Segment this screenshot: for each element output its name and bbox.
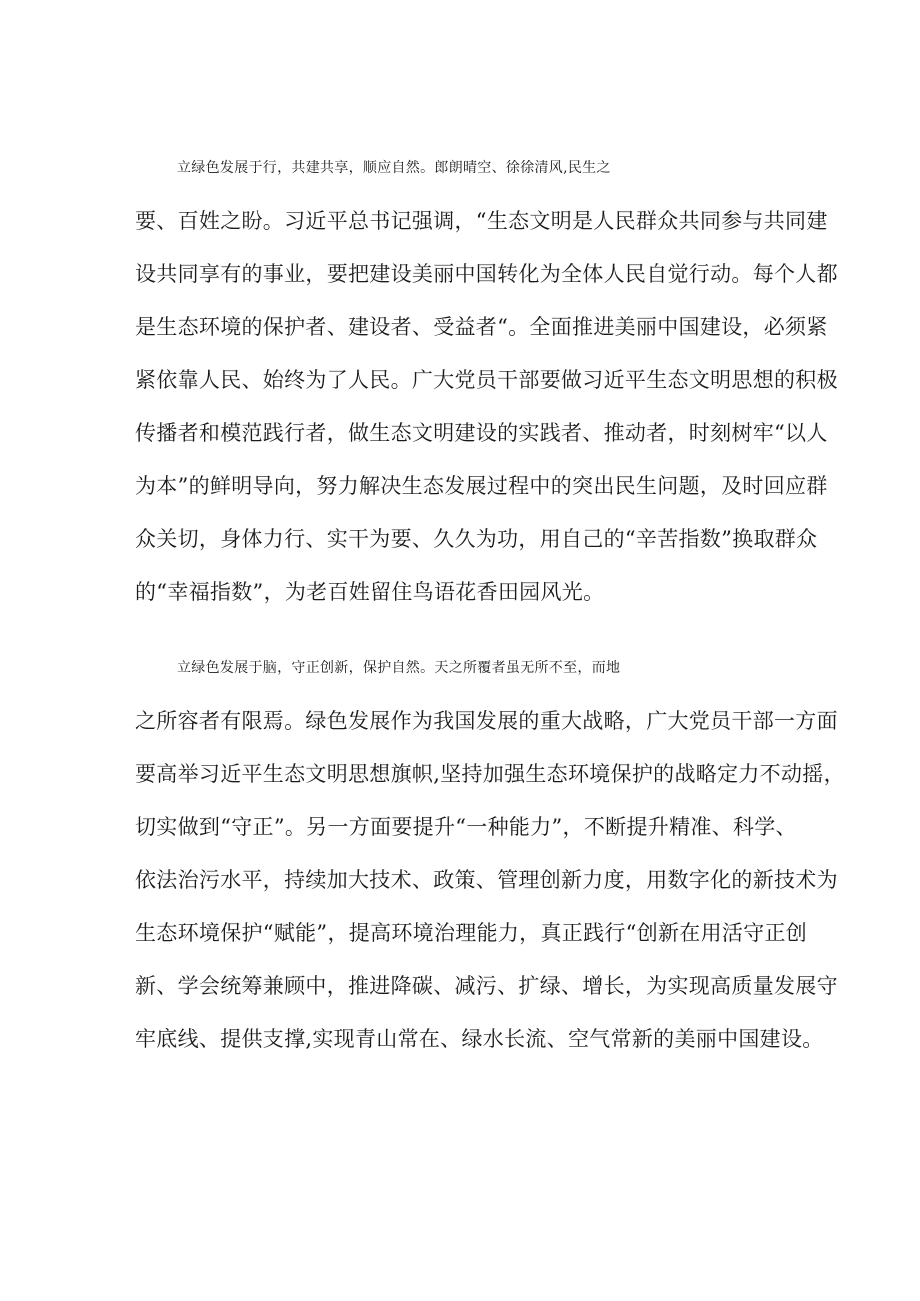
paragraph-1-line-6: 传播者和模范践行者，做生态文明建设的实践者、推动者，时刻树牢“以人: [135, 421, 828, 445]
paragraph-2-line-2: 之所容者有限焉。绿色发展作为我国发展的重大战略，广大党员干部一方面: [135, 709, 838, 733]
paragraph-2-line-1: 立绿色发展于脑，守正创新，保护自然。天之所覆者虽无所不至，而地: [177, 660, 621, 676]
paragraph-2-line-6: 生态环境保护“赋能”，提高环境治理能力，真正践行“创新在用活守正创: [135, 921, 808, 945]
paragraph-1-line-5: 紧依靠人民、始终为了人民。广大党员干部要做习近平生态文明思想的积极: [135, 368, 838, 392]
paragraph-1-line-9: 的“幸福指数”，为老百姓留住鸟语花香田园风光。: [135, 580, 605, 604]
paragraph-1-line-2: 要、百姓之盼。习近平总书记强调，“生态文明是人民群众共同参与共同建: [135, 209, 828, 233]
paragraph-1-line-7: 为本”的鲜明导向，努力解决生态发展过程中的突出民生问题，及时回应群: [135, 474, 828, 498]
paragraph-1-line-3: 设共同享有的事业，要把建设美丽中国转化为全体人民自觉行动。每个人都: [135, 262, 838, 286]
paragraph-2-line-7: 新、学会统筹兼顾中，推进降碳、减污、扩绿、增长，为实现高质量发展守: [135, 974, 838, 998]
paragraph-2-line-3: 要高举习近平生态文明思想旗帜,坚持加强生态环境保护的战略定力不动摇，: [135, 762, 845, 786]
paragraph-2-line-4: 切实做到“守正”。另一方面要提升“一种能力”，不断提升精准、科学、: [135, 815, 797, 839]
paragraph-2-line-5: 依法治污水平，持续加大技术、政策、管理创新力度，用数字化的新技术为: [135, 868, 838, 892]
paragraph-1-line-1: 立绿色发展于行，共建共享，顺应自然。郎朗晴空、徐徐清风,民生之: [177, 160, 611, 176]
paragraph-1-line-8: 众关切，身体力行、实干为要、久久为功，用自己的“辛苦指数”换取群众: [135, 527, 818, 551]
paragraph-2-line-8: 牢底线、提供支撑,实现青山常在、绿水长流、空气常新的美丽中国建设。: [135, 1027, 824, 1051]
paragraph-1-line-4: 是生态环境的保护者、建设者、受益者“。全面推进美丽中国建设，必须紧: [135, 315, 828, 339]
